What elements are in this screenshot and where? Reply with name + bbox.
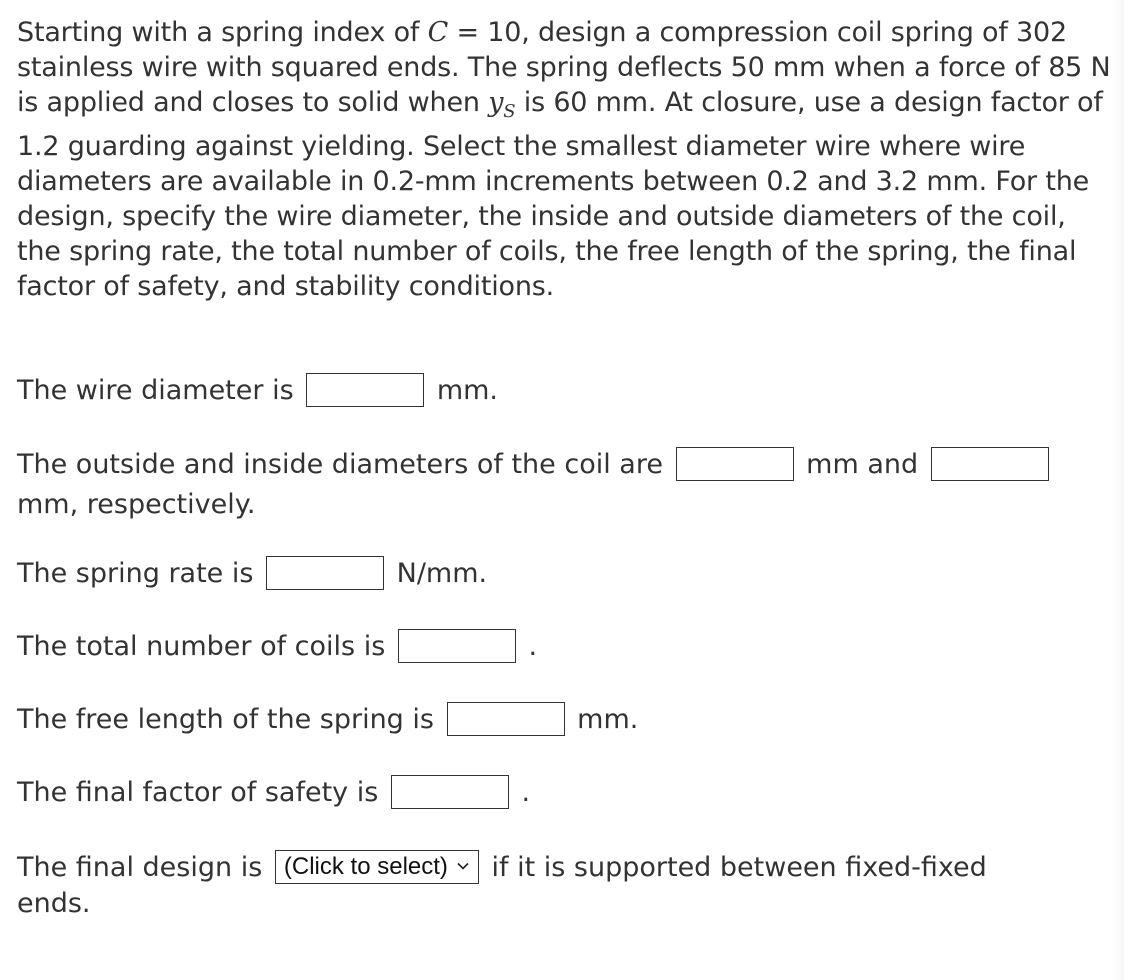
chevron-down-icon <box>456 859 470 873</box>
spring-rate-label: The spring rate is <box>17 558 254 589</box>
problem-text-1: Starting with a spring index of <box>17 17 428 48</box>
question-container <box>17 15 1112 919</box>
inside-diameter-input[interactable] <box>931 447 1049 481</box>
safety-factor-row <box>17 775 530 811</box>
coil-diameters-label: The outside and inside diameters of the coil are <box>17 449 663 480</box>
free-length-row <box>17 702 638 738</box>
total-coils-input[interactable] <box>398 629 516 663</box>
final-design-select[interactable] <box>275 850 479 884</box>
free-length-label: The free length of the spring is <box>17 704 434 735</box>
spring-index-symbol: C <box>427 17 449 48</box>
page-edge-shadow <box>1112 0 1124 980</box>
problem-statement <box>17 15 1112 304</box>
wire-diameter-input[interactable] <box>306 373 424 407</box>
wire-diameter-row <box>17 373 498 409</box>
safety-factor-label: The final factor of safety is <box>17 777 379 808</box>
coil-diameters-middle-text: mm and <box>806 449 919 480</box>
final-design-select-value: (Click to select) <box>283 852 448 880</box>
final-design-row <box>17 850 987 886</box>
wire-diameter-unit: mm. <box>436 375 499 406</box>
outside-diameter-input[interactable] <box>676 447 794 481</box>
safety-factor-input[interactable] <box>391 775 509 809</box>
problem-text-2: = 10, design a compression coil spring of 302 stainless wire with squared ends. The spring deflects 50 mm when a force of 85 N is applied and closes to solid when <box>17 17 1111 118</box>
coil-diameters-suffix: mm, respectively. <box>17 489 256 520</box>
solid-deflection-subscript: S <box>503 101 516 122</box>
total-coils-label: The total number of coils is <box>17 631 386 662</box>
wire-diameter-label: The wire diameter is <box>17 375 294 406</box>
total-coils-row <box>17 629 537 665</box>
total-coils-period: . <box>528 631 538 662</box>
spring-rate-unit: N/mm. <box>396 558 488 589</box>
spring-rate-input[interactable] <box>266 556 384 590</box>
final-design-suffix-2: ends. <box>17 888 91 919</box>
safety-factor-period: . <box>521 777 531 808</box>
final-design-label: The final design is <box>17 852 263 883</box>
final-design-suffix: if it is supported between fixed-fixed <box>491 852 987 883</box>
spring-rate-row <box>17 556 487 592</box>
free-length-unit: mm. <box>577 704 639 735</box>
problem-text-3: is 60 mm. At closure, use a design factor of 1.2 guarding against yielding. Select the smallest diameter wire where wire diameters are available in 0.2-mm increments between 0.2 and 3.2 mm. For the design, specify the wire diameter, the inside and outside diameters of the coil, the spring rate, the total number of coils, the free length of the spring, the final factor of safety, and stability conditions. <box>17 87 1103 302</box>
coil-diameters-row <box>17 447 1053 483</box>
free-length-input[interactable] <box>447 702 565 736</box>
solid-deflection-symbol: y <box>488 87 504 118</box>
